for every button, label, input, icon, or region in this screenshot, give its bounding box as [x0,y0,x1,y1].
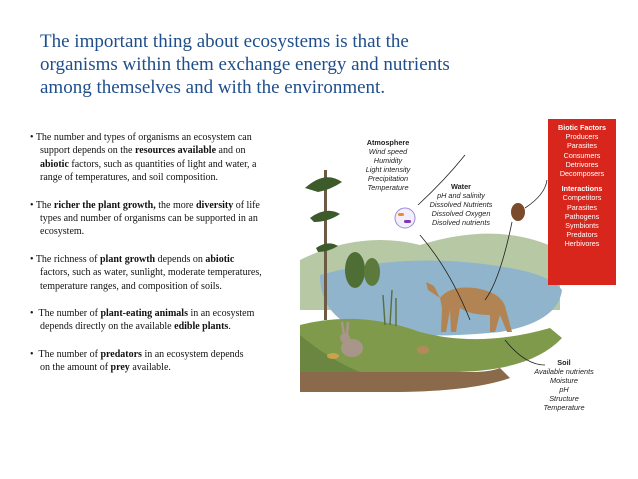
bullet-abiotic: • The richness of plant growth depends on abiotic factors, such as water, sunlight, moderate temperatures, temperature ranges, and composition of soils. [30,253,262,292]
pine-foliage [305,177,342,192]
emphasis: edible plants [174,321,229,333]
text: The richness of [35,253,100,265]
bullet-list [30,131,315,389]
mushroom [417,346,429,354]
text: The number of [38,308,101,320]
biotic-factors-box [548,119,616,285]
interaction-item: Competitors [562,193,602,203]
text: the more [155,199,196,211]
atmosphere-item: Light intensity [365,165,411,174]
text: range of temperatures, and soil composition. [40,172,219,184]
soil-item: Temperature [543,403,585,412]
bullet-herbivores: • The number of plant-eating animals in an ecosystem depends directly on the available edible plants. [30,308,255,333]
biotic-item: Parasites [567,141,597,151]
water-item: Disolved nutrients [432,218,490,227]
emphasis: resources available [135,145,217,157]
soil-label [526,358,602,412]
biotic-item: Producers [565,132,599,142]
text: and on [216,145,246,157]
text: support depends on the [40,145,135,157]
text: ecosystem. [40,226,85,238]
emphasis: richer the plant growth, [53,199,156,211]
microbe [398,213,404,216]
atmosphere-item: Humidity [373,156,403,165]
biotic-arrow [525,180,547,208]
text: factors, such as water, sunlight, moderate temperatures, [40,267,262,279]
bullet-plant-growth: • The richer the plant growth, the more diversity of life types and number of organisms can be supported in an ecosystem. [30,199,260,238]
tree [345,252,365,288]
interaction-item: Pathogens [564,211,600,221]
text: types and number of organisms can be supported in an [40,213,258,225]
title-line-3: among themselves and with the environment. [40,77,386,98]
interaction-item: Predators [566,230,598,240]
microbes [395,208,415,228]
interaction-item: Herbivores [564,239,600,249]
slide-title [40,30,600,99]
pine-foliage [310,211,340,222]
atmosphere-item: Temperature [367,183,409,192]
text: depends on [155,253,206,265]
title-line-2: organisms within them exchange energy and nutrients [40,54,450,75]
water-label [418,182,504,227]
text: in an ecosystem depends [141,348,244,360]
text: depends directly on the available [40,321,175,333]
biotic-item: Consumers [563,150,601,160]
text: The number of [38,348,101,360]
interactions-heading: Interactions [561,184,603,194]
bullet-predators: • The number of predators in an ecosystem depends on the amount of prey available. [30,348,244,374]
soil-heading: Soil [557,358,571,367]
emphasis: abiotic [40,158,69,170]
ecosystem-illustration [300,110,625,415]
soil-item: Available nutrients [534,367,594,376]
emphasis: plant growth [99,253,156,265]
tree [364,258,380,286]
microbe [404,220,411,223]
text: on the amount of [40,362,111,374]
text: available. [129,362,171,374]
water-heading: Water [450,182,471,191]
soil-item: Moisture [550,376,578,385]
water-item: Dissolved Oxygen [431,209,491,218]
biotic-item: Detrivores [565,159,599,169]
title-line-1: The important thing about ecosystems is that the [40,31,409,52]
emphasis: predators [100,348,142,360]
soil-item: Structure [549,394,579,403]
interaction-item: Symbionts [565,221,599,231]
mushroom [327,353,339,359]
text: The [35,199,54,211]
text: . [228,321,231,333]
soil-item: pH [559,385,569,394]
beetle [511,203,525,221]
emphasis: prey [110,362,130,374]
atmosphere-label [348,138,428,192]
emphasis: abiotic [205,253,235,265]
interaction-item: Parasites [567,202,597,212]
text: temperature ranges, and composition of soils. [40,280,222,292]
atmosphere-item: Precipitation [367,174,409,183]
bullet-resources: • The number and types of organisms an ecosystem can support depends on the resources available and on abiotic factors, such as quantities of light and water, a range of temperatures, and soil composition. [30,132,257,184]
text: factors, such as quantities of light and water, a [68,158,257,170]
text: of life [233,199,260,211]
water-item: Dissolved Nutrients [429,200,493,209]
atmosphere-heading: Atmosphere [366,138,410,147]
atmosphere-item: Wind speed [368,147,408,156]
biotic-heading: Biotic Factors [558,123,606,132]
biotic-item: Decomposers [559,169,605,179]
text: The number and types of organisms an ecosystem can [35,132,252,143]
water-item: pH and salinity [437,191,485,200]
emphasis: plant-eating animals [100,308,188,320]
emphasis: diversity [196,199,234,211]
text: in an ecosystem [187,308,255,320]
